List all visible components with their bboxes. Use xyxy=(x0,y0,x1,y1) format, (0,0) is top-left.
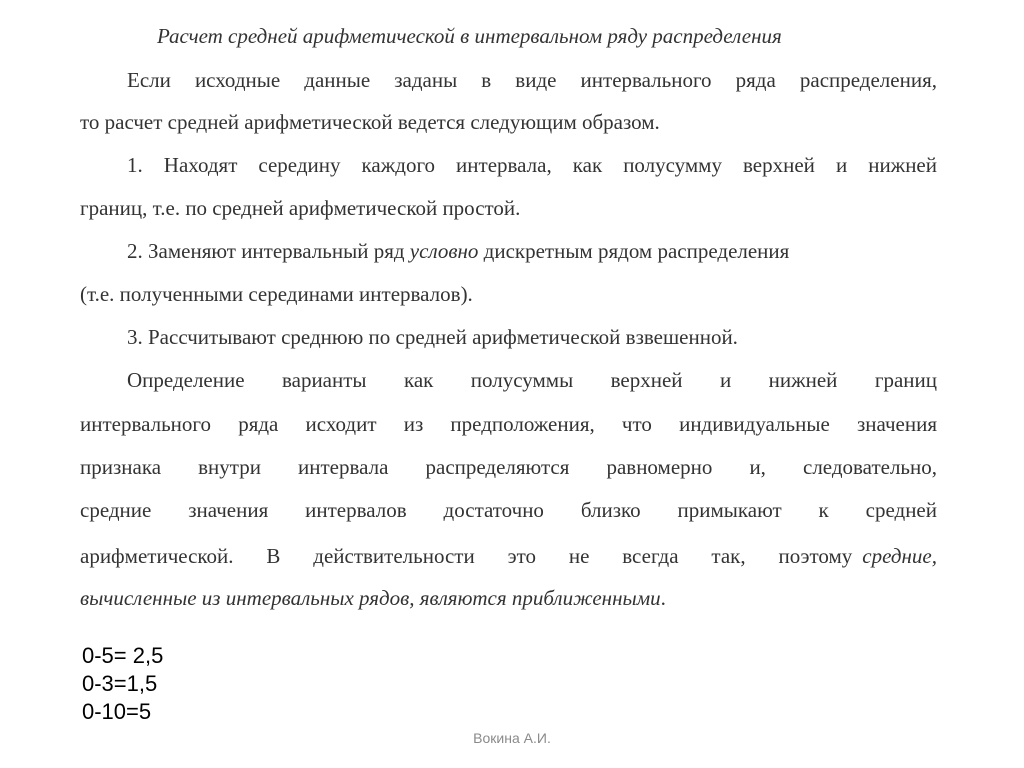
definition-text-6-italic: вычисленные из интервальных рядов, являются приближенными xyxy=(80,586,661,610)
definition-line-4 xyxy=(80,498,937,523)
step1-line-2 xyxy=(80,196,937,221)
step1-text-1: 1. Находят середину каждого интервала, как полусумму верхней и нижней xyxy=(127,153,937,177)
calculation-list xyxy=(82,642,163,726)
step1-text-2: границ, т.е. по средней арифметической простой. xyxy=(80,196,521,220)
definition-text-6-end: . xyxy=(660,586,666,610)
slide-footer-author: Вокина А.И. xyxy=(473,730,551,746)
step3-text-1: 3. Рассчитывают среднюю по средней арифметической взвешенной. xyxy=(127,325,738,349)
step2-text-1-italic: условно xyxy=(409,239,479,263)
intro-text-2: то расчет средней арифметической ведется следующим образом. xyxy=(80,110,660,134)
definition-line-5 xyxy=(80,544,937,569)
step2-text-1b: дискретным рядом распределения xyxy=(478,239,790,263)
step2-text-2: (т.е. полученными серединами интервалов). xyxy=(80,282,473,306)
definition-text-4: средние значения интервалов достаточно близко примыкают к средней xyxy=(80,498,937,522)
definition-line-1 xyxy=(127,368,937,393)
definition-text-5: арифметической. В действительности это не всегда так, поэтому xyxy=(80,544,853,568)
intro-text-1: Если исходные данные заданы в виде интервального ряда распределения, xyxy=(127,68,937,92)
calculation-item: 0-3=1,5 xyxy=(82,671,158,696)
calculation-item: 0-10=5 xyxy=(82,699,152,724)
definition-text-5-italic: средние, xyxy=(862,544,937,568)
step2-line-2 xyxy=(80,282,937,307)
definition-text-3: признака внутри интервала распределяются равномерно и, следовательно, xyxy=(80,455,937,479)
definition-line-3 xyxy=(80,455,937,480)
step2-text-1a: 2. Заменяют интервальный ряд xyxy=(127,239,410,263)
definition-text-1: Определение варианты как полусуммы верхней и нижней границ xyxy=(127,368,937,392)
step2-line-1 xyxy=(127,239,937,264)
intro-line-1 xyxy=(127,68,937,93)
calculation-item: 0-5= 2,5 xyxy=(82,643,164,668)
definition-text-2: интервального ряда исходит из предположения, что индивидуальные значения xyxy=(80,412,937,436)
slide-title: Расчет средней арифметической в интервальном ряду распределения xyxy=(157,24,782,48)
intro-line-2 xyxy=(80,110,937,135)
definition-line-2 xyxy=(80,412,937,437)
step3-line-1 xyxy=(127,325,984,350)
definition-line-6 xyxy=(80,586,937,611)
step1-line-1 xyxy=(127,153,937,178)
